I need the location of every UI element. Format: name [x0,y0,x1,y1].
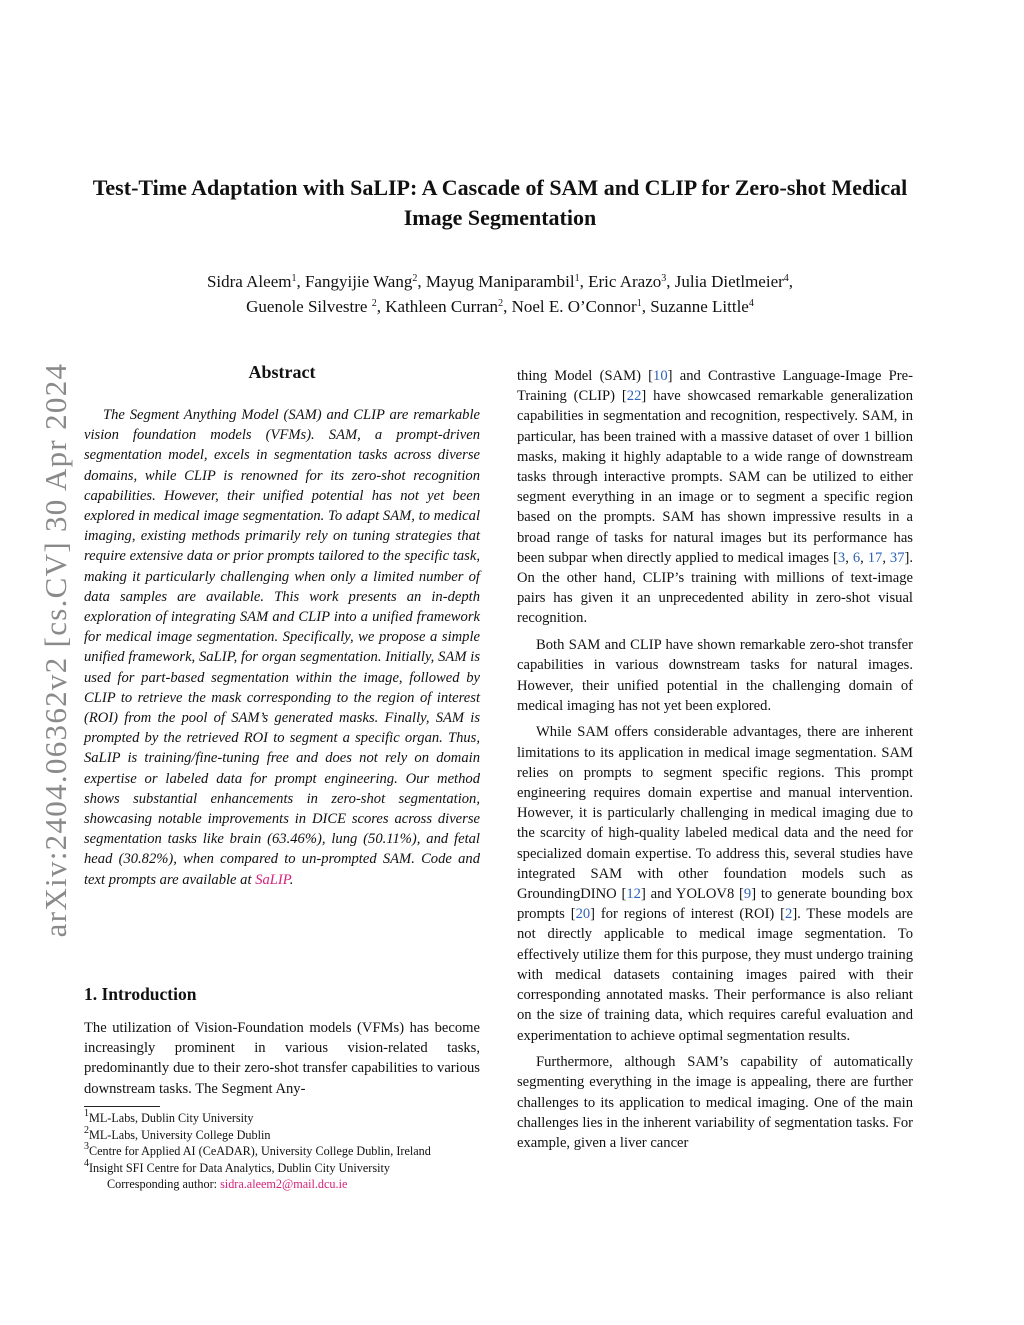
right-column [517,366,913,1160]
author-name: Sidra Aleem [206,272,292,291]
affiliation-mark: 3 [661,273,667,284]
text-run: ] and Contrastive Language-Image Pre-Training (CLIP) [ [517,368,913,405]
affiliation-mark: 2 [412,273,418,284]
footnote [84,1124,484,1144]
affiliation-mark: 4 [783,273,789,284]
affiliation-mark: 2 [371,298,377,309]
corresponding-label: Corresponding author: [107,1177,221,1191]
separator: , [376,297,386,316]
separator: , [296,272,305,291]
footnote-mark: 1 [84,1108,89,1119]
corresponding-author [84,1176,484,1193]
footnote-text: Insight SFI Centre for Data Analytics, Dublin City University [89,1160,390,1175]
text-run: thing Model (SAM) [ [517,368,654,384]
citation-link[interactable]: 20 [575,906,591,923]
footnote-mark: 2 [84,1124,89,1136]
footnotes [84,1110,484,1193]
abstract-end: . [289,871,294,888]
footnote-mark: 3 [84,1141,89,1152]
intro-paragraph-1-col1: The utilization of Vision-Foundation models (VFMs) has become increasingly prominent in various vision-related tasks, predominantly due to their zero-shot transfer capabilities to various downstream tasks. The Segment Any- [84,1020,480,1097]
arxiv-identifier: arXiv:2404.06362v2 [cs.CV] 30 Apr 2024 [38,362,73,938]
text-run: ] to generate bounding box prompts [ [517,886,913,923]
citation-link[interactable]: 9 [743,886,752,903]
author-name: Fangyijie Wang [304,272,413,291]
separator: , [641,297,651,316]
author-name: Guenole Silvestre [246,297,372,316]
author-name: Mayug Maniparambil [425,272,575,291]
email-link[interactable]: sidra.aleem2@mail.dcu.ie [220,1177,348,1191]
text-run: ]. These models are not directly applicable to medical image segmentation. To effectively utilize them for this purpose, they must undergo training with medical datasets containing images paired with their corresponding annotated masks. Their performance is also reliant on the size of training data, which requires careful evaluation and experimentation to achieve optimal segmentation results. [517,906,913,1044]
author-name: Noel E. O’Connor [511,297,637,316]
citation-link[interactable]: 37 [889,549,905,566]
citation-link[interactable]: 17 [867,549,883,566]
footnote-text: Centre for Applied AI (CeADAR), University College Dublin, Ireland [89,1144,431,1158]
citation-link[interactable]: 10 [653,368,668,384]
footnote [84,1157,484,1177]
separator: , [503,297,512,316]
footnote [84,1143,484,1160]
author-list [90,269,910,319]
author-name: Suzanne Little [650,297,749,316]
abstract-body-text: The Segment Anything Model (SAM) and CLIP are remarkable vision foundation models (VFMs). SAM, a prompt-driven segmentation model, excels in segmentation tasks across diverse domains, while CLIP is renowned for its zero-shot recognition capabilities. However, their unified potential has not yet been explored in medical image segmentation. To adapt SAM, to medical imaging, existing methods primarily rely on tuning strategies that require extensive data or prior prompts tailored to the specific task, making it particularly challenging when only a limited number of data samples are available. This work presents an in-depth exploration of integrating SAM and CLIP into a unified framework for medical image segmentation. Specifically, we propose a simple unified framework, SaLIP, for organ segmentation. Initially, SAM is used for part-based segmentation within the image, followed by CLIP to retrieve the mask corresponding to the region of interest (ROI) from the pool of SAM’s generated masks. Finally, SAM is prompted by the retrieved ROI to segment a specific organ. Thus, SaLIP is training/fine-tuning free and does not rely on domain expertise or labeled data for prompt engineering. Our method shows substantial enhancements in zero-shot segmentation, showcasing notable improvements in DICE scores across diverse segmentation tasks like brain (63.46%), lung (50.11%), and fetal head (30.82%), when compared to un-prompted SAM. Code and text prompts are available at [84,407,480,888]
text-run: ]. On the other hand, CLIP’s training with millions of text-image pairs has given it an unprecedented ability in zero-shot visual recognition. [517,549,914,627]
author-name: Kathleen Curran [385,297,499,316]
intro-paragraph-2: Both SAM and CLIP have shown remarkable zero-shot transfer capabilities in various downstream tasks for natural images. However, their unified potential in the challenging domain of medical imaging has not yet been explored. [517,637,913,714]
affiliation-mark: 4 [748,298,754,309]
intro-paragraph-4: Furthermore, although SAM’s capability of automatically segmenting everything in the image is appealing, there are further challenges to its application to medical imaging. One of the main challenges lies in the inherent variability of segmentation tasks. For example, given a liver cancer [517,1054,913,1152]
affiliation-mark: 1 [636,298,642,309]
footnote-rule [84,1106,160,1107]
code-link[interactable]: SaLIP [255,871,290,888]
separator: , [666,272,675,291]
text-run: ] and YOLOV8 [ [640,886,744,903]
citation-link[interactable]: 2 [785,906,793,923]
text-run: ] for regions of interest (ROI) [ [590,906,786,923]
affiliation-mark: 2 [498,298,504,309]
intro-paragraph-1-col2: thing Model (SAM) [10] and Contrastive Language-Image Pre-Training (CLIP) [22] have showcased remarkable generalization capabilities in segmentation and recognition, respectively. SAM, in particular, has been trained with a massive dataset of over 1 billion masks, making it highly adaptable to a wide range of downstream tasks through interactive prompts. SAM can be utilized to either segment everything in an image or to segment a specific region based on the prompts. SAM has shown impressive results in a broad range of tasks for natural images but its performance has been subpar when directly applied to medical images [3, 6, 17, 37]. On the other hand, CLIP’s training with millions of text-image pairs has given it an unprecedented ability in zero-shot visual recognition. [517,368,914,627]
text-run: While SAM offers considerable advantages, there are inherent limitations to its application in medical image segmentation. SAM relies on prompts to segment specific regions. This prompt engineering requires domain expertise and manual intervention. However, it is particularly challenging in medical imaging due to the scarcity of high-quality labeled medical data and the need for specialized domain expertise. To address this, several studies have integrated SAM with other foundation models such as GroundingDINO [ [517,724,913,903]
footnote-text: ML-Labs, Dublin City University [89,1111,254,1125]
text-run: ] have showcased remarkable generalization capabilities in segmentation and recognition, respectively. SAM, in particular, has been trained with a massive dataset of over 1 billion masks, making it highly adaptable to a wide range of downstream tasks through interactive prompts. SAM can be utilized to either segment everything in an image or to segment a specific region based on the prompts. SAM has shown impressive results in a broad range of tasks for natural images but its performance has been subpar when directly applied to medical images [ [517,388,913,566]
separator: , [417,272,426,291]
separator: , [579,272,589,291]
affiliation-mark: 1 [574,273,580,284]
abstract-heading: Abstract [248,362,316,382]
footnote [84,1110,484,1127]
abstract-text [84,405,480,890]
paper-title: Test-Time Adaptation with SaLIP: A Cascade of SAM and CLIP for Zero-shot Medical Image Segmentation [92,175,908,230]
separator: , [788,272,794,291]
author-name: Eric Arazo [588,272,662,291]
citation-link[interactable]: 6 [852,549,861,566]
intro-paragraph-3 [517,722,913,1045]
affiliation-mark: 1 [291,273,297,284]
citation-link[interactable]: 12 [626,886,641,903]
citation-link[interactable]: 22 [626,388,642,405]
footnote-text: ML-Labs, University College Dublin [89,1127,271,1142]
section-heading-introduction: 1. Introduction [84,984,197,1004]
author-name: Julia Dietlmeier [674,272,784,291]
citation-link[interactable]: 3 [837,549,846,566]
footnote-mark: 4 [84,1157,89,1169]
